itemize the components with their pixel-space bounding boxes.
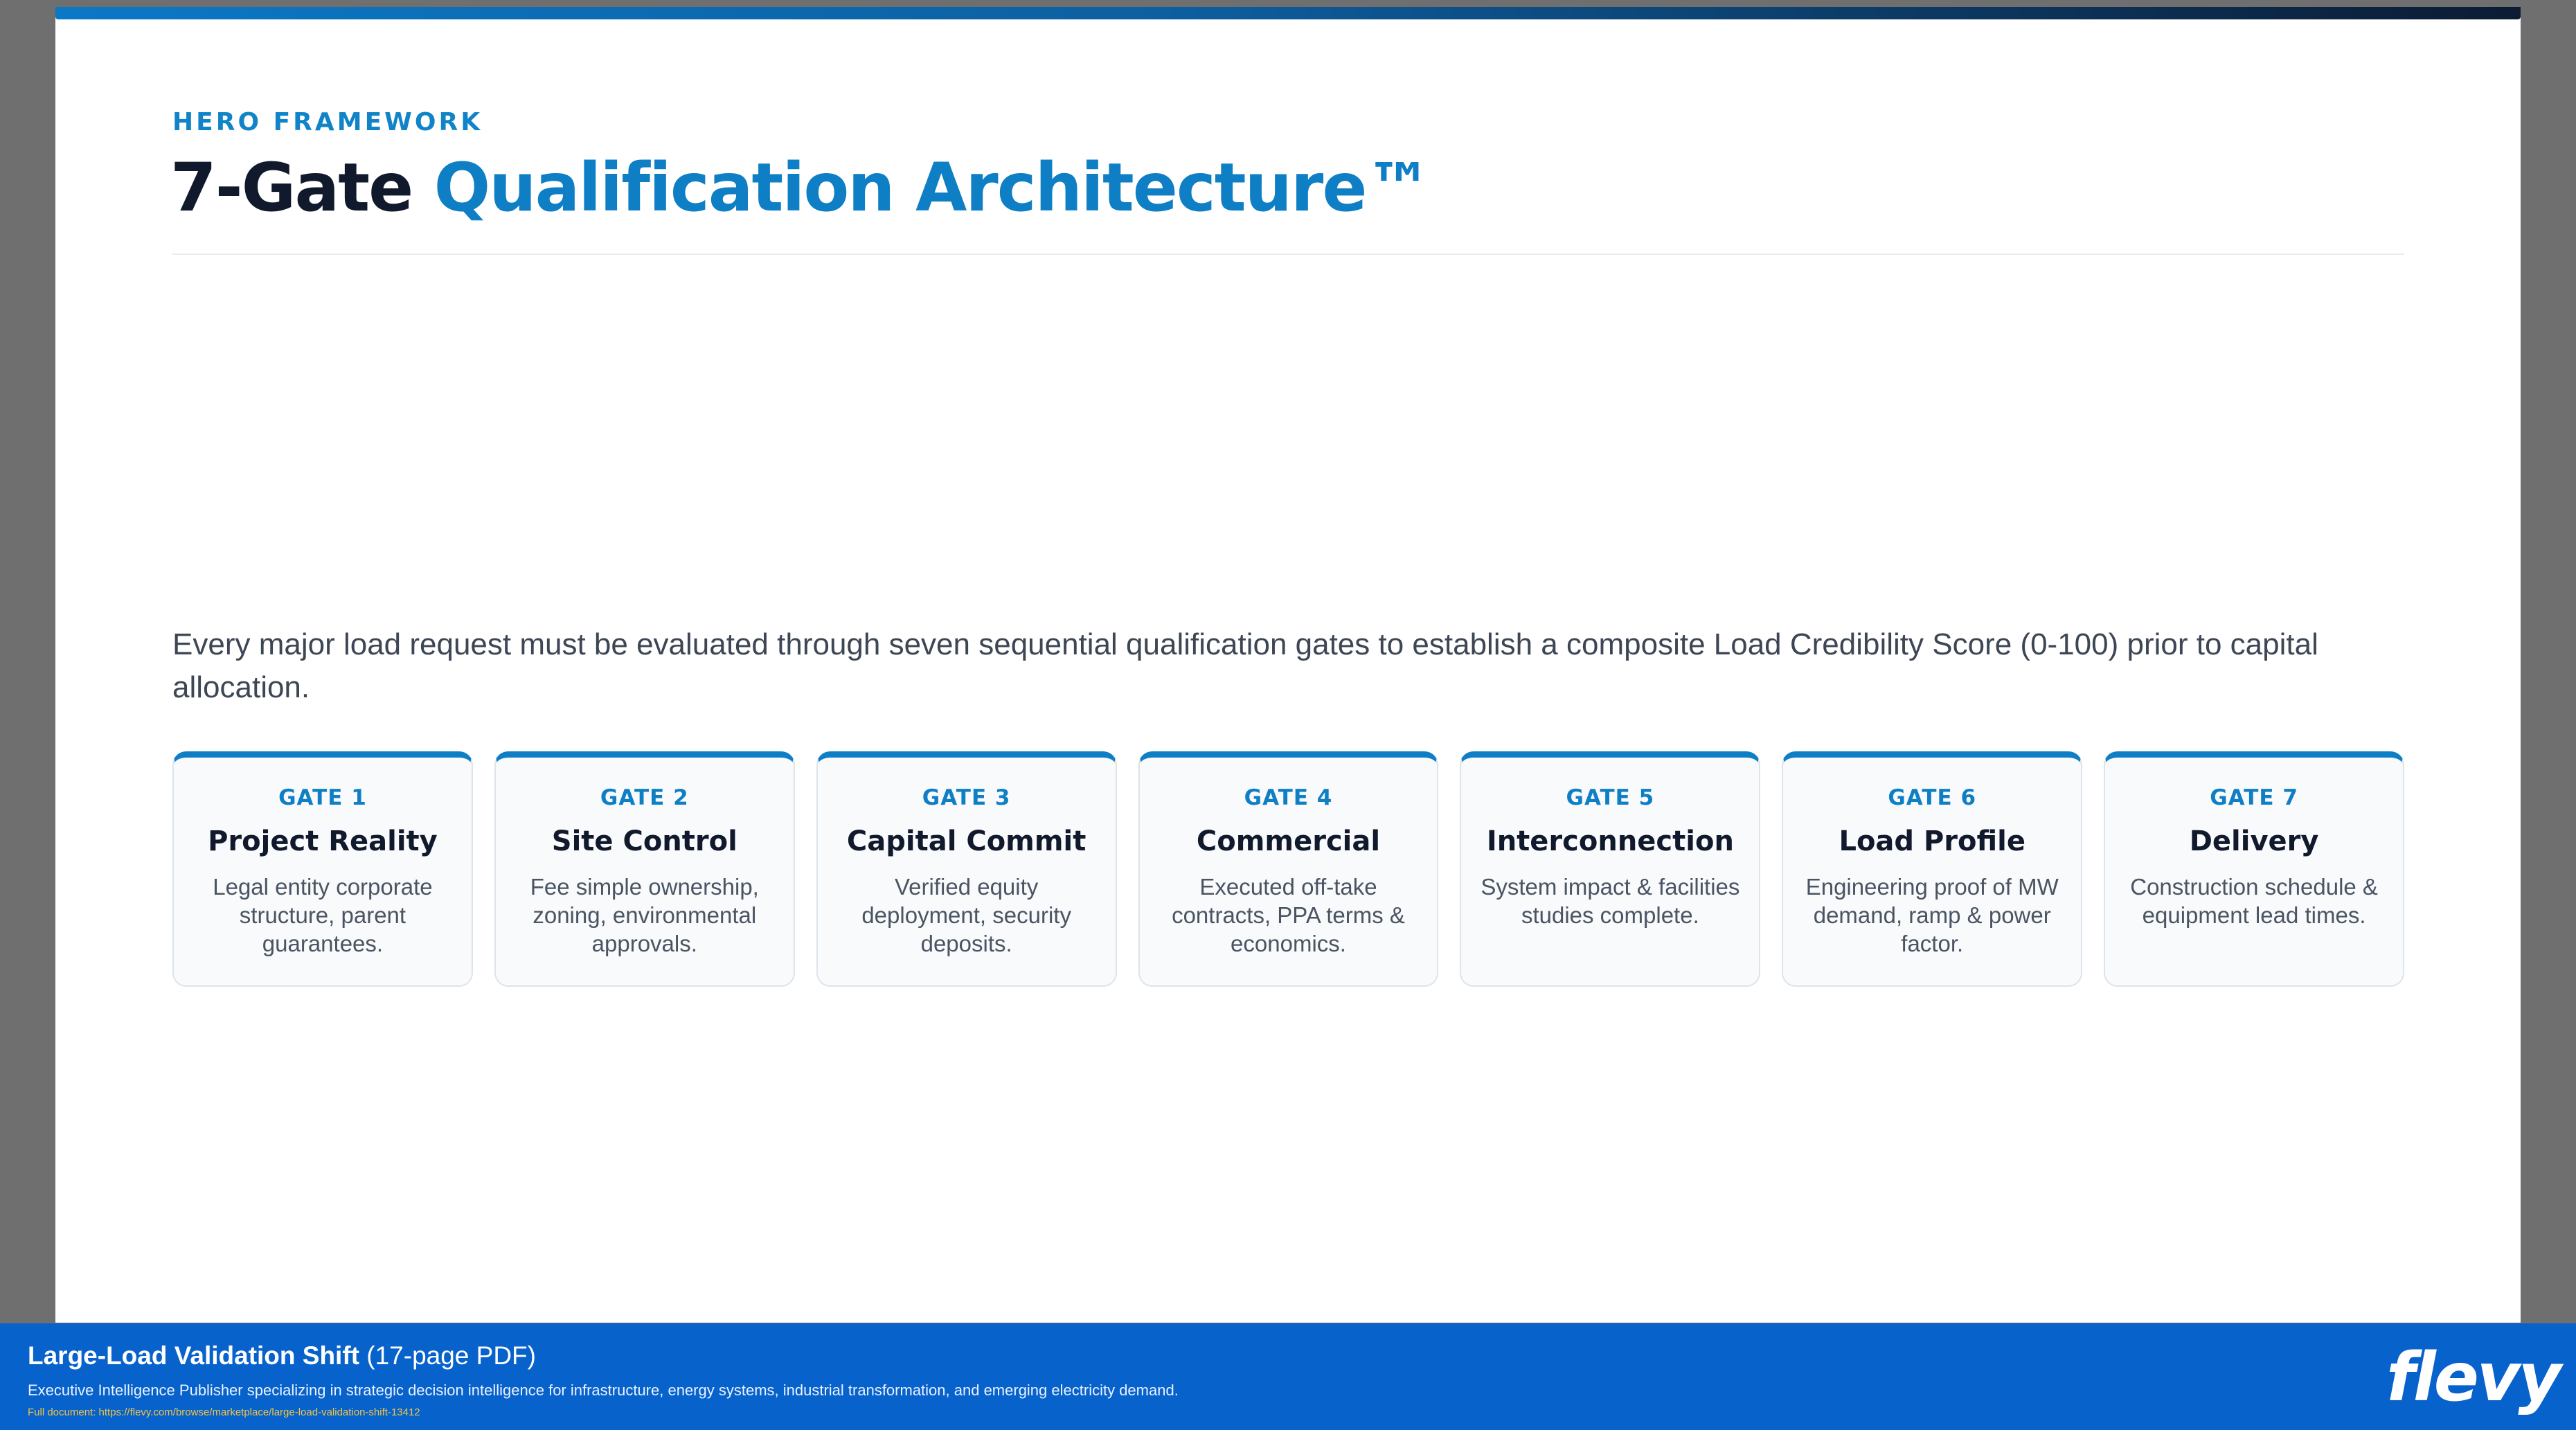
gate-number: GATE 5 — [1566, 785, 1655, 810]
gates-row — [172, 751, 2404, 987]
gate-name: Site Control — [551, 825, 737, 857]
gate-number: GATE 2 — [600, 785, 689, 810]
gate-card-1 — [172, 751, 473, 987]
title-divider — [172, 253, 2404, 255]
gate-card-7 — [2104, 751, 2404, 987]
gate-card-3 — [816, 751, 1117, 987]
gate-number: GATE 6 — [1888, 785, 1977, 810]
intro-text: Every major load request must be evaluated through seven sequential qualification gates to establish a composite Load Credibility Score (0-100) prior to capital allocation. — [172, 627, 2318, 704]
footer-title-pages: (17-page PDF) — [366, 1341, 536, 1370]
slide-title — [170, 149, 1431, 226]
gate-name: Commercial — [1196, 825, 1381, 857]
slide-accent-bar — [55, 7, 2521, 19]
gate-card-2 — [494, 751, 795, 987]
gate-card-5 — [1460, 751, 1760, 987]
gate-name: Delivery — [2189, 825, 2319, 857]
gate-description: Executed off-take contracts, PPA terms & economics. — [1172, 874, 1405, 956]
footer-title-name: Large-Load Validation Shift — [28, 1341, 359, 1370]
gate-number: GATE 7 — [2210, 785, 2298, 810]
gate-description: Fee simple ownership, zoning, environmental approvals. — [530, 874, 759, 956]
slide-eyebrow: HERO FRAMEWORK — [172, 108, 483, 136]
slide-title-dark: 7-Gate — [170, 149, 413, 226]
slide-title-blue: Qualification Architecture™ — [433, 149, 1431, 226]
gate-description: Verified equity deployment, security deposits. — [861, 874, 1071, 956]
footer-document-link[interactable]: Full document: https://flevy.com/browse/marketplace/large-load-validation-shift-13412 — [28, 1406, 420, 1418]
flevy-logo[interactable]: flevy — [2386, 1339, 2559, 1416]
gate-name: Capital Commit — [846, 825, 1086, 857]
slide — [55, 7, 2521, 1323]
document-footer-banner — [0, 1323, 2576, 1430]
gate-name: Interconnection — [1486, 825, 1734, 857]
gate-number: GATE 1 — [278, 785, 367, 810]
gate-card-6 — [1782, 751, 2082, 987]
gate-description: Construction schedule & equipment lead times. — [2130, 874, 2378, 928]
gate-description: Engineering proof of MW demand, ramp & power factor. — [1805, 874, 2059, 956]
gate-number: GATE 3 — [922, 785, 1011, 810]
gate-description: System impact & facilities studies complete. — [1481, 874, 1740, 928]
gate-name: Project Reality — [208, 825, 438, 857]
footer-document-title — [28, 1341, 536, 1370]
gate-description: Legal entity corporate structure, parent guarantees. — [213, 874, 433, 956]
gate-card-4 — [1138, 751, 1439, 987]
footer-description: Executive Intelligence Publisher specializing in strategic decision intelligence for infrastructure, energy systems, industrial transformation, and emerging electricity demand. — [28, 1382, 1179, 1399]
gate-number: GATE 4 — [1244, 785, 1333, 810]
gate-name: Load Profile — [1839, 825, 2025, 857]
